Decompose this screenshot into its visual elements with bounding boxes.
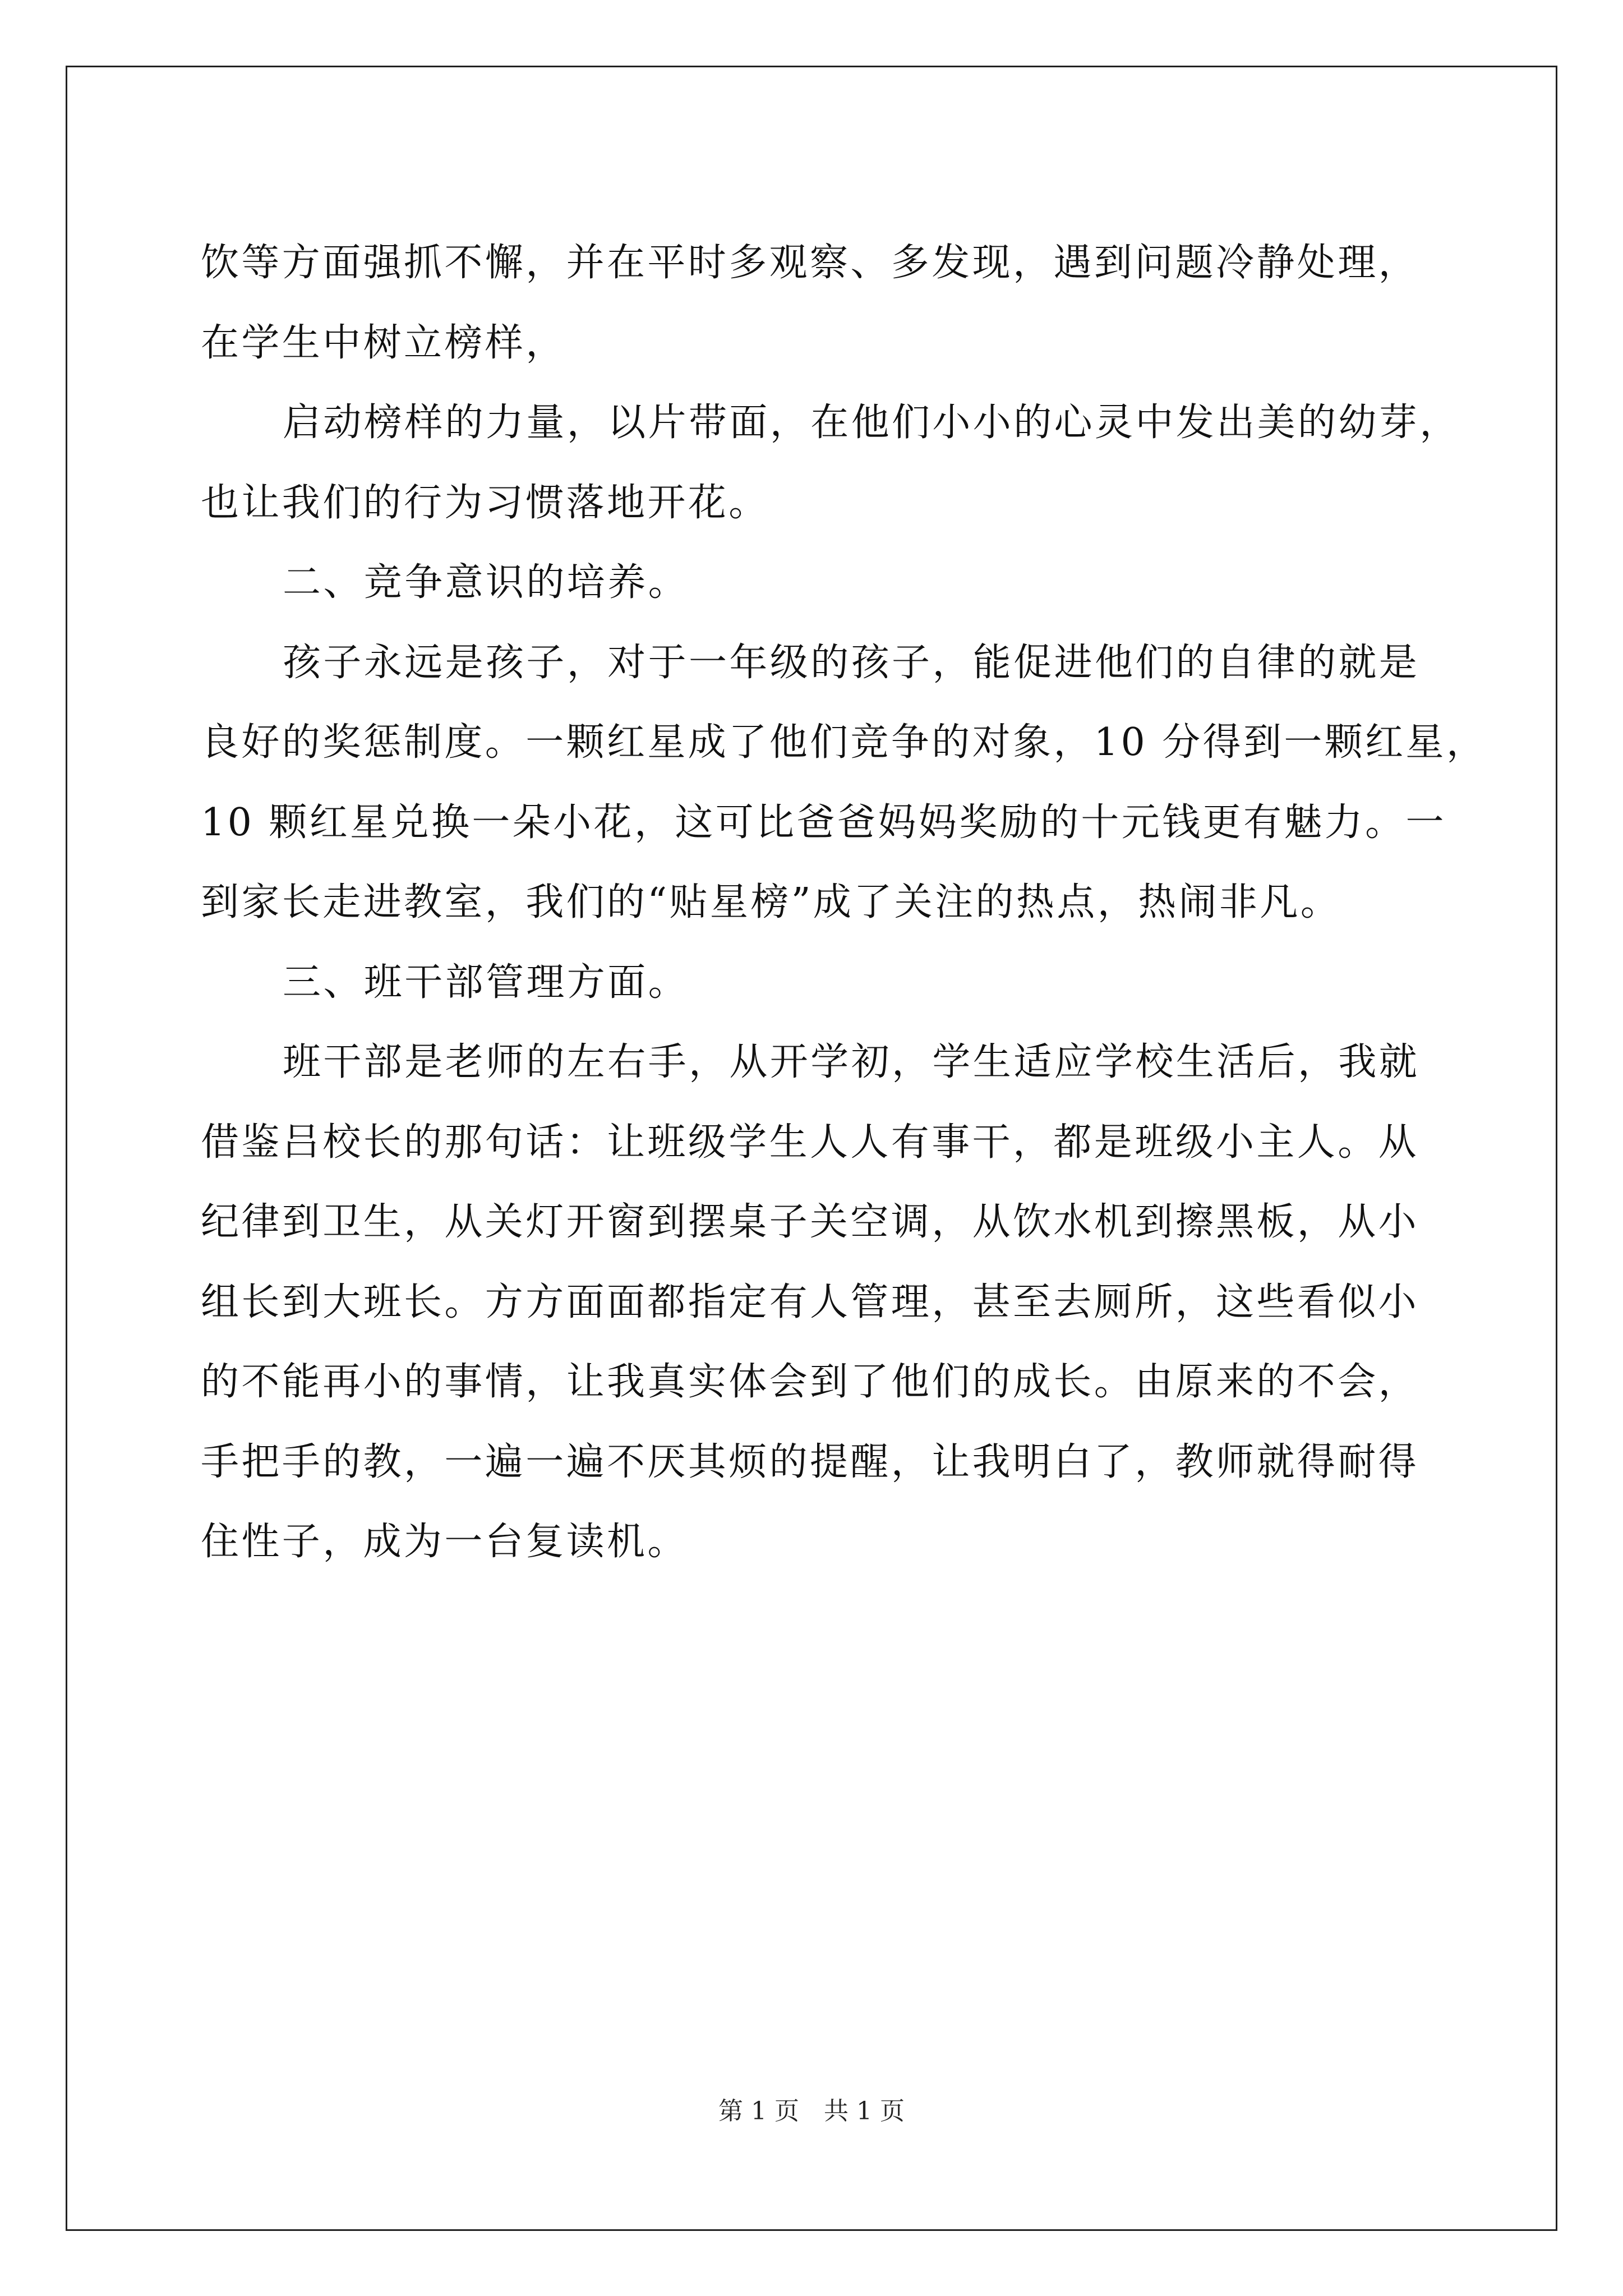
text-line: 手把手的教，一遍一遍不厌其烦的提醒，让我明白了，教师就得耐得 — [201, 1439, 1419, 1484]
text-line: 住性子，成为一台复读机。 — [201, 1520, 688, 1564]
paragraph-start: 班干部是老师的左右手，从开学初，学生适应学校生活后，我就 — [283, 1040, 1420, 1084]
page-footer: 第 1 页 共 1 页 — [718, 2097, 905, 2125]
text-line: 的不能再小的事情，让我真实体会到了他们的成长。由原来的不会， — [201, 1360, 1419, 1404]
text-line: 借鉴吕校长的那句话：让班级学生人人有事干，都是班级小主人。从 — [201, 1120, 1419, 1165]
text-line: 也让我们的行为习惯落地开花。 — [201, 480, 769, 525]
text-line: 在学生中树立榜样， — [201, 320, 566, 365]
text-line: 良好的奖惩制度。一颗红星成了他们竞争的对象，10 分得到一颗红星， — [201, 720, 1487, 765]
document-body — [201, 223, 1487, 1582]
text-line: 到家长走进教室，我们的“贴星榜”成了关注的热点，热闹非凡。 — [201, 880, 1341, 924]
text-line: 纪律到卫生，从关灯开窗到摆桌子关空调，从饮水机到擦黑板，从小 — [201, 1200, 1419, 1244]
paragraph-start: 启动榜样的力量，以片带面，在他们小小的心灵中发出美的幼芽， — [283, 401, 1460, 445]
section-heading: 二、竞争意识的培养。 — [283, 560, 689, 605]
text-line: 组长到大班长。方方面面都指定有人管理，甚至去厕所，这些看似小 — [201, 1280, 1419, 1324]
text-line: 10 颗红星兑换一朵小花，这可比爸爸妈妈奖励的十元钱更有魅力。一 — [201, 800, 1446, 845]
section-heading: 三、班干部管理方面。 — [283, 960, 689, 1005]
paragraph-start: 孩子永远是孩子，对于一年级的孩子，能促进他们的自律的就是 — [283, 640, 1420, 685]
text-line: 饮等方面强抓不懈，并在平时多观察、多发现，遇到问题冷静处理， — [201, 241, 1419, 285]
